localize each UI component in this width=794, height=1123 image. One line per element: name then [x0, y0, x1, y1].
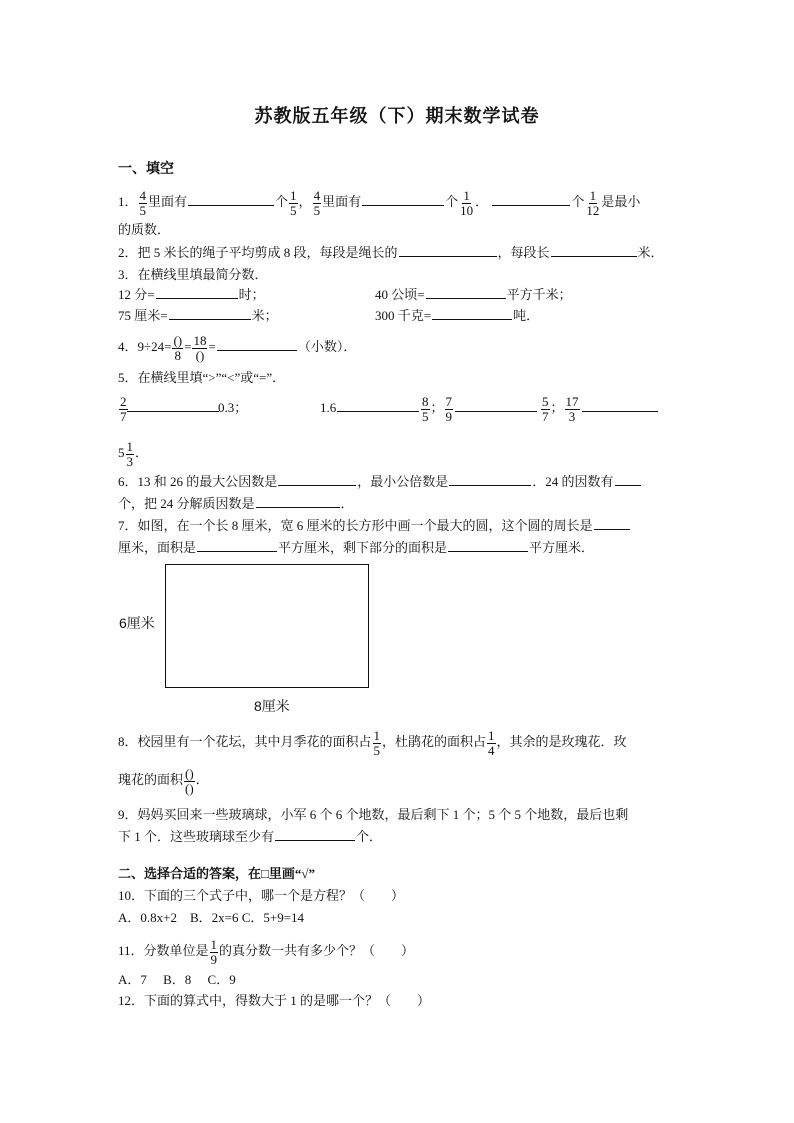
- q9-blank[interactable]: [275, 828, 355, 841]
- q3-row-1-right: 40 公顷= 平方千米；: [375, 287, 572, 302]
- q1-blank-1[interactable]: [188, 193, 274, 206]
- q5-value-1-6: 1.6: [320, 400, 337, 415]
- question-8: 8．校园里有一个花坛，其中月季花的面积占 $\frac{1}{5}$ ，杜鹃花的面积占 $\frac{1}{4}$ ，其余的是玫瑰花．玫: [118, 727, 627, 758]
- q7-blank-3[interactable]: [448, 539, 528, 552]
- rectangle-width-label: 8厘米: [254, 698, 290, 714]
- q1-number: 1．: [118, 194, 138, 209]
- question-2: 2．把 5 米长的绳子平均剪成 8 段，每段是绳长的 ，每段长 米．: [118, 245, 664, 260]
- q8-fraction-1-5: $\frac{1}{5}$: [373, 727, 381, 758]
- q5-blank-3[interactable]: [455, 399, 537, 412]
- q3-blank-3[interactable]: [169, 307, 251, 320]
- q3-blank-2[interactable]: [426, 286, 506, 299]
- q5-fraction-1-3: $\frac{1}{3}$: [126, 438, 133, 469]
- q1-blank-3[interactable]: [492, 193, 570, 206]
- q2-blank-2[interactable]: [551, 244, 637, 257]
- q4-fraction-1: $\frac{()}{8}$: [173, 332, 183, 363]
- q5-fraction-8-5: $\frac{8}{5}$: [422, 393, 429, 424]
- q2-blank-1[interactable]: [399, 244, 497, 257]
- q7-line-2: 厘米，面积是 平方厘米，剩下部分的面积是 平方厘米．: [118, 540, 595, 555]
- section-1-heading: 一、填空: [118, 162, 174, 177]
- q6-blank-4[interactable]: [256, 495, 340, 508]
- question-1: 1． $\frac{4}{5}$ 里面有 个 $\frac{1}{5}$ ， $\frac{4}{5}$ 里面有 个 $\frac{1}{10}$ ． 个 $\frac{1}{12}$ 是最小: [118, 187, 641, 218]
- q1-blank-2[interactable]: [362, 193, 444, 206]
- question-4: 4．9÷24= $\frac{()}{8}$ = $\frac{18}{()}$ = （小数）．: [118, 332, 357, 363]
- q6-line-2: 个，把 24 分解质因数是 ．: [118, 496, 354, 511]
- q3-blank-1[interactable]: [156, 286, 238, 299]
- q5-item-3: $\frac{5}{7}$ ； $\frac{17}{3}$: [540, 393, 659, 424]
- question-5: 5．在横线里填“>”“<”或“=”．: [118, 370, 286, 385]
- question-11: 11．分数单位是 $\frac{1}{9}$ 的真分数一共有多少个？（ ）: [118, 936, 415, 967]
- q5-blank-1[interactable]: [127, 399, 219, 412]
- question-3: 3．在横线里填最简分数．: [118, 267, 268, 282]
- q5-fraction-2-7: $\frac{2}{7}$: [120, 393, 127, 424]
- question-9: 9．妈妈买回来一些玻璃球，小军 6 个 6 个地数，最后剩下 1 个；5 个 5 个地数，最后也剩: [118, 807, 629, 822]
- q5-item-4: 5 $\frac{1}{3}$ ．: [118, 438, 149, 469]
- q1-fraction-4-5-b: $\frac{4}{5}$: [313, 187, 321, 218]
- q11-options[interactable]: A．7 B．8 C．9: [118, 972, 236, 987]
- q8-line-2: 瑰花的面积 $\frac{()}{()}$ ．: [118, 765, 209, 796]
- q5-fraction-5-7: $\frac{5}{7}$: [542, 393, 549, 424]
- q6-blank-1[interactable]: [278, 473, 356, 486]
- q3-row-2-right: 300 千克= 吨．: [375, 308, 540, 323]
- rectangle-height-label: 6厘米: [119, 615, 155, 631]
- q3-row-2-left: 75 厘米= 米；: [118, 308, 278, 323]
- q7-blank-2[interactable]: [197, 539, 277, 552]
- q5-item-2: $\frac{8}{5}$ ； $\frac{7}{9}$: [336, 393, 538, 424]
- q4-fraction-2: $\frac{18}{()}$: [193, 332, 207, 363]
- q5-item-1: [118, 393, 220, 424]
- q5-fraction-7-9: $\frac{7}{9}$: [445, 393, 453, 424]
- q6-blank-3[interactable]: [615, 473, 641, 486]
- question-10: 10．下面的三个式子中，哪一个是方程？（ ）: [118, 888, 405, 903]
- q11-fraction-1-9: $\frac{1}{9}$: [210, 936, 218, 967]
- q1-fraction-4-5: $\frac{4}{5}$: [139, 187, 147, 218]
- q1-line-2: 的质数．: [118, 222, 171, 237]
- q3-blank-4[interactable]: [432, 307, 512, 320]
- q10-options[interactable]: A．0.8x+2 B．2x=6 C．5+9=14: [118, 910, 305, 925]
- page-title: 苏教版五年级（下）期末数学试卷: [254, 106, 540, 126]
- q4-blank[interactable]: [217, 338, 297, 351]
- q3-row-1-left: 12 分= 时；: [118, 287, 265, 302]
- q5-blank-4[interactable]: [582, 399, 658, 412]
- question-12: 12．下面的算式中，得数大于 1 的是哪一个？（ ）: [118, 993, 431, 1008]
- q8-fraction-1-4: $\frac{1}{4}$: [488, 727, 495, 758]
- q5-fraction-17-3: $\frac{17}{3}$: [565, 393, 579, 424]
- q7-blank-1[interactable]: [594, 517, 630, 530]
- q8-fraction-answer[interactable]: $\frac{()}{()}$: [185, 765, 194, 796]
- question-6: 6．13 和 26 的最大公因数是 ，最小公倍数是 ．24 的因数有: [118, 472, 642, 492]
- q1-fraction-1-10: $\frac{1}{10}$: [460, 187, 474, 218]
- q1-fraction-1-5: $\frac{1}{5}$: [290, 187, 297, 218]
- q9-line-2: 下 1 个．这些玻璃球至少有 个．: [118, 829, 383, 844]
- section-2-heading: 二、选择合适的答案，在□里画“√”: [118, 866, 315, 881]
- question-7: 7．如图，在一个长 8 厘米，宽 6 厘米的长方形中画一个最大的圆，这个圆的周长是: [118, 516, 631, 536]
- q5-value-0-3: 0.3；: [218, 400, 248, 415]
- q5-blank-2[interactable]: [337, 399, 419, 412]
- rectangle-figure: [165, 564, 369, 688]
- q6-blank-2[interactable]: [449, 473, 531, 486]
- q1-fraction-1-12: $\frac{1}{12}$: [586, 187, 600, 218]
